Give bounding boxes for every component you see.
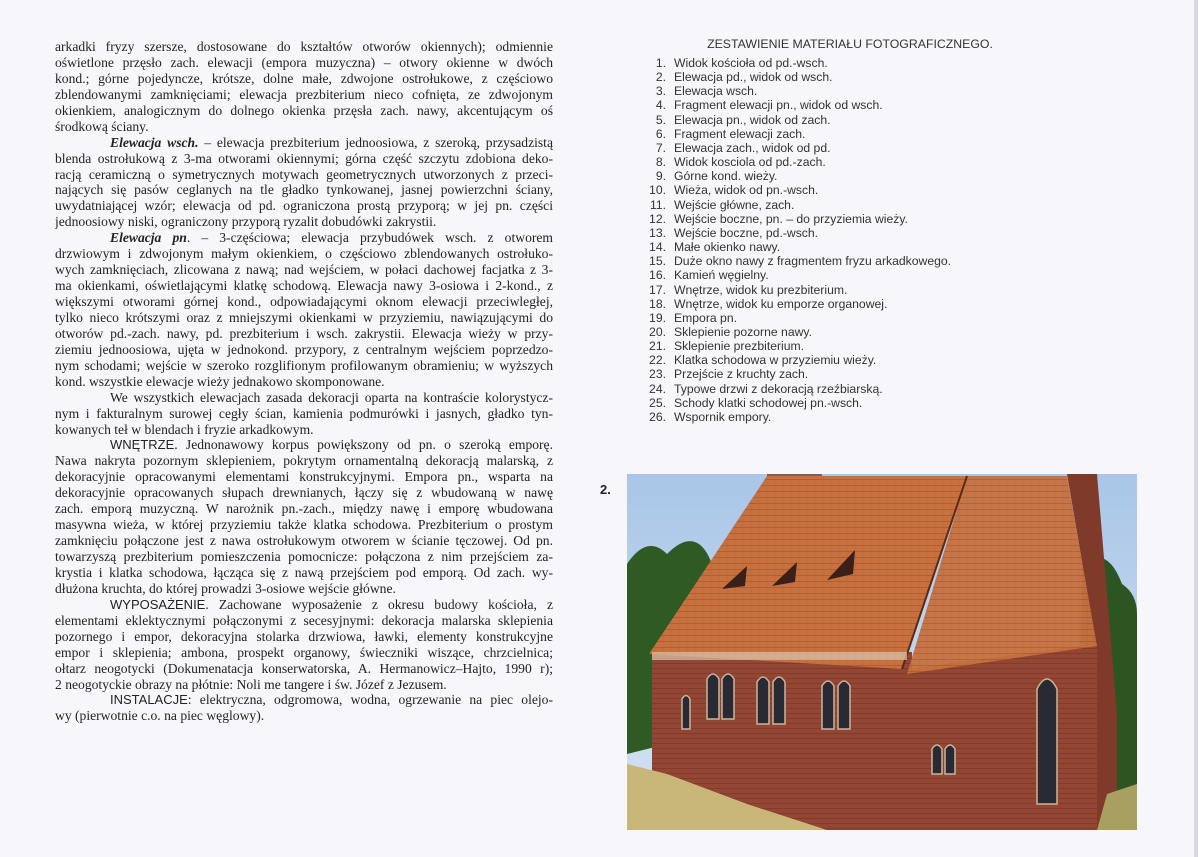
item-text: Schody klatki schodowej pn.-wsch. — [674, 395, 863, 410]
line-text: dekoracyjnie opracowanymi elementami konstrukcyjnymi. Empora pn., wsparta na — [55, 469, 553, 485]
line-text: otworów pd.-zach. nawy, pd. prezbiterium i wsch. zakrystii. Elewacja wieży w przy- — [55, 325, 553, 341]
photo-list-item — [630, 113, 951, 127]
line-text: dłużona kruchta, do której prowadzi 3-osiowe wejście główne. — [55, 580, 396, 596]
item-text: Elewacja pn., widok od zach. — [674, 112, 831, 127]
line-text: okienkiem, analogicznym do dolnego okienka przęsła zach. nawy, akcentującym oś — [55, 102, 553, 118]
item-text: Duże okno nawy z fragmentem fryzu arkadkowego. — [674, 254, 952, 269]
line-text: ma okienkami, oświetlającymi klatkę schodową. Elewacja nawy 3-osiowa i 2-kond., z — [55, 278, 553, 294]
text-line — [55, 629, 553, 645]
text-line — [55, 55, 553, 71]
text-line — [55, 71, 553, 87]
line-text: pozornego i empor, dekoracyjna stolarka drzwiowa, ławki, elementy konstrukcyjne — [55, 628, 553, 644]
item-text: Sklepienie pozorne nawy. — [674, 324, 812, 339]
item-text: Elewacja zach., widok od pd. — [674, 140, 831, 155]
text-line — [55, 581, 553, 597]
line-text: elementami eklektycznymi połączonymi z secesyjnymi: dekoracja malarska sklepienia — [55, 612, 553, 628]
text-line — [55, 406, 553, 422]
line-text: tylko nieco krótszymi oraz z mniejszymi okienkami w przyziemiu, nawiązującymi do — [55, 309, 553, 325]
text-line — [55, 613, 553, 629]
item-text: Wspornik empory. — [674, 409, 772, 424]
item-number: 23. — [649, 367, 666, 382]
text-line — [55, 422, 553, 438]
line-text: wych zamknięciach, zlicowana z nawą; nad wejściem, w połaci dachowej facjatka z 3- — [55, 262, 553, 278]
line-text: arkadki fryzy szersze, dostosowane do kształtów otworów okiennych); odmiennie — [55, 39, 553, 54]
text-line — [55, 230, 553, 246]
text-line — [55, 326, 553, 342]
item-text: Widok kosciola od pd.-zach. — [674, 155, 826, 170]
paragraph — [55, 135, 553, 231]
text-line — [55, 437, 553, 453]
line-text: dekoracyjnie opracowanych słupach drewnianych, łączy się z wbudowaną w nawę — [55, 485, 553, 501]
line-text: nym i fakturalnym surowej cegły ścian, kamienia podmurówki i jasnych, gładko tyn- — [55, 405, 553, 421]
item-number: 25. — [649, 395, 666, 410]
photo-list-item — [630, 367, 951, 381]
text-line — [55, 39, 553, 55]
text-line — [55, 310, 553, 326]
line-text: . Jednonawowy korpus powiększony od pn. o szeroką emporę. — [174, 437, 553, 453]
item-text: Kamień węgielny. — [674, 268, 769, 283]
item-text: Wnętrze, widok ku emporze organowej. — [674, 296, 888, 311]
text-line — [55, 485, 553, 501]
text-line — [55, 374, 553, 390]
section-heading: Elewacja pn — [110, 230, 187, 246]
text-line — [55, 645, 553, 661]
text-line — [55, 661, 553, 677]
photo-list-item — [630, 98, 951, 112]
line-text: blenda ostrołukową z 3-ma otworami okiennymi; górna część szczytu zdobiona deko- — [55, 150, 553, 166]
line-text: nym schodami; wejście w szeroko rozglifionym profilowanym obramieniu; w wyższych — [55, 357, 553, 373]
photo-list-item — [630, 240, 951, 254]
line-text: krystia i klatka schodowa, łącząca się z nawą przejściem pod emporą. Od zach. wy- — [55, 564, 553, 580]
text-line — [55, 390, 553, 406]
description-text-column — [55, 39, 553, 724]
item-number: 8. — [655, 155, 666, 170]
item-number: 16. — [649, 268, 666, 283]
item-number: 14. — [649, 240, 666, 255]
item-text: Wieża, widok od pn.-wsch. — [674, 183, 819, 198]
line-text: oświetlone przęsło zach. elewacji (empora muzyczna) – otwory okienne w dwóch — [55, 54, 553, 70]
text-line — [55, 262, 553, 278]
line-text: środkową ściany. — [55, 118, 149, 134]
text-line — [55, 453, 553, 469]
photo-list-title: ZESTAWIENIE MATERIAŁU FOTOGRAFICZNEGO. — [707, 37, 993, 51]
item-number: 3. — [655, 84, 666, 99]
photo-number-label: 2. — [600, 482, 611, 497]
item-number: 26. — [649, 409, 666, 424]
line-text: ołtarz neogotycki (Dokumenatacja konserwatorska, A. Hermanowicz–Hajto, 1990 r); — [55, 660, 553, 676]
item-number: 15. — [649, 254, 666, 269]
item-number: 1. — [655, 56, 666, 70]
section-heading: WYPOSAŻENIE — [110, 596, 206, 612]
line-text: . – 3-częściowa; elewacja przybudówek wsch. z otworem — [186, 230, 553, 246]
line-text: ziemiu jednoosiowa, ujęta w jednokond. przypory, z centralnym wejściem poprzedzo- — [55, 341, 553, 357]
item-text: Widok kościoła od pd.-wsch. — [674, 56, 828, 70]
paragraph — [55, 597, 553, 693]
line-text: 2 neogotyckie obrazy na płótnie: Noli me tangere i św. Józef z Jezusem. — [55, 676, 447, 692]
photo-list-item — [630, 297, 951, 311]
line-text: drzwiowym i zdwojonym małym okienkiem, o częściowo zblendowanych ostrołuko- — [55, 246, 553, 262]
item-number: 22. — [649, 353, 666, 368]
photo-list-item — [630, 141, 951, 155]
item-text: Wejście główne, zach. — [674, 197, 795, 212]
line-text: towarzyszą prezbiterium pomieszczenia pomocnicze: połączona z nim przejściem za- — [55, 549, 553, 564]
text-line — [55, 119, 553, 135]
text-line — [55, 278, 553, 294]
item-number: 12. — [649, 211, 666, 226]
photo-list-item — [630, 169, 951, 183]
line-text: nających się pasów ceglanych na tle gładko tynkowanej, jasnej powierzchni ściany, — [55, 182, 553, 198]
photo-list-item — [630, 353, 951, 367]
photo-list-item — [630, 283, 951, 297]
line-text: zblendowanymi zamknięciami; elewacja prezbiterium nieco cofnięta, ze zdwojonym — [55, 86, 553, 102]
line-text: kond. wszystkie elewacje wieży jednakowo skomponowane. — [55, 373, 385, 389]
item-text: Sklepienie prezbiterium. — [674, 339, 805, 354]
text-line — [55, 294, 553, 310]
text-line — [55, 103, 553, 119]
photo-list-item — [630, 254, 951, 268]
section-heading: WNĘTRZE — [110, 437, 175, 453]
photo-list-item — [630, 226, 951, 240]
paragraph — [55, 39, 553, 135]
line-text: . Zachowane wyposażenie z okresu budowy kościoła, z — [205, 596, 553, 612]
text-line — [55, 151, 553, 167]
item-number: 20. — [649, 324, 666, 339]
photo-list-item — [630, 268, 951, 282]
photo-list-item — [630, 183, 951, 197]
item-text: Małe okienko nawy. — [674, 240, 781, 255]
item-number: 24. — [649, 381, 666, 396]
line-text: zamknięciu połączone jest z nawa ostrołukowym otworem w ścianie tęczowej. Od pn. — [55, 533, 553, 549]
item-number: 18. — [649, 296, 666, 311]
photo-list-item — [630, 382, 951, 396]
line-text: kond.; górne pojedyncze, krótsze, dolne małe, zdwojone ostrołukowe, z częściowo — [55, 70, 553, 86]
text-line — [55, 342, 553, 358]
item-text: Fragment elewacji zach. — [674, 126, 806, 141]
text-line — [55, 501, 553, 517]
paragraph — [55, 692, 553, 724]
item-number: 19. — [649, 310, 666, 325]
line-text: kowanych teł w blendach i fryzie arkadkowym. — [55, 421, 314, 437]
photo-list-item — [630, 84, 951, 98]
section-heading: Elewacja wsch. — [110, 134, 199, 150]
text-line — [55, 549, 553, 565]
text-line — [55, 692, 553, 708]
item-text: Empora pn. — [674, 310, 738, 325]
text-line — [55, 358, 553, 374]
text-line — [55, 87, 553, 103]
item-number: 10. — [649, 183, 666, 198]
item-number: 6. — [655, 126, 666, 141]
item-number: 13. — [649, 225, 666, 240]
line-text: – elewacja prezbiterium jednoosiowa, z szeroką, przysadzistą — [198, 134, 553, 150]
line-text: uwydatniającej wzór; elewacja od pd. ograniczona prostą przyporą; w jej pn. części — [55, 198, 553, 214]
paragraph — [55, 437, 553, 596]
item-text: Górne kond. wieży. — [674, 169, 778, 184]
item-text: Wnętrze, widok ku prezbiterium. — [674, 282, 848, 297]
item-number: 17. — [649, 282, 666, 297]
text-line — [55, 597, 553, 613]
line-text: empor i sklepienia; ambona, prospekt organowy, świeczniki wiszące, chrzcielnica; — [55, 644, 553, 660]
text-line — [55, 246, 553, 262]
line-text: Nawa nakryta pozornym sklepieniem, pokrytym ornamentalną dekoracją malarską, z — [55, 453, 553, 469]
line-text: jednoosiowy niski, ograniczony przyporą ryzalit dobudówki zakrystii. — [55, 214, 437, 230]
text-line — [55, 198, 553, 214]
line-text: masywna wieża, w której przyziemiu także klatka schodowa. Prezbiterium o prostym — [55, 517, 553, 533]
photo-list-item — [630, 325, 951, 339]
text-line — [55, 565, 553, 581]
photo-list-item — [630, 70, 951, 84]
item-text: Elewacja wsch. — [674, 84, 758, 99]
section-heading: INSTALACJE — [110, 692, 188, 708]
item-text: Klatka schodowa w przyziemiu wieży. — [674, 353, 877, 368]
text-line — [55, 182, 553, 198]
item-text: Fragment elewacji pn., widok od wsch. — [674, 98, 883, 113]
line-text: : elektryczna, odgromowa, wodna, ogrzewanie na piec olejo- — [187, 692, 553, 708]
photo-list-item — [630, 155, 951, 169]
line-text: racją ceramiczną o symetrycznych motywach geometrycznych utworzonych z przeci- — [55, 166, 553, 182]
text-line — [55, 533, 553, 549]
item-text: Wejście boczne, pn. – do przyziemia wieży. — [674, 211, 908, 226]
text-line — [55, 135, 553, 151]
text-line — [55, 167, 553, 183]
paragraph — [55, 390, 553, 438]
photo-list-item — [630, 212, 951, 226]
text-line — [55, 677, 553, 693]
line-text: We wszystkich elewacjach zasada dekoracji oparta na kontraście kolorystycz- — [110, 389, 553, 405]
photo-list-item — [630, 339, 951, 353]
text-line — [55, 214, 553, 230]
text-line — [55, 469, 553, 485]
item-text: Elewacja pd., widok od wsch. — [674, 70, 833, 85]
photo-list-item — [630, 396, 951, 410]
text-line — [55, 708, 553, 724]
text-line — [55, 517, 553, 533]
item-number: 4. — [655, 98, 666, 113]
photo-list-item — [630, 56, 951, 70]
church-photo — [627, 474, 1137, 830]
photo-list-item — [630, 127, 951, 141]
item-number: 21. — [649, 339, 666, 354]
line-text: zach. emporą muzyczną. W narożnik pn.-zach., między nawę i emporę wbudowana — [55, 501, 553, 517]
photo-list-item — [630, 198, 951, 212]
item-number: 2. — [655, 70, 666, 85]
item-number: 9. — [655, 169, 666, 184]
paragraph — [55, 230, 553, 389]
photo-list — [630, 56, 951, 424]
item-text: Wejście boczne, pd.-wsch. — [674, 225, 819, 240]
photo-list-item — [630, 311, 951, 325]
item-number: 7. — [655, 140, 666, 155]
photo-list-item — [630, 410, 951, 424]
scan-edge — [1194, 0, 1198, 857]
item-number: 5. — [655, 112, 666, 127]
item-number: 11. — [649, 197, 666, 212]
line-text: wy (pierwotnie c.o. na piec węglowy). — [55, 708, 265, 724]
line-text: większymi otworami górnej kond., odpowiadającymi oknom elewacji przeciwległej, — [55, 294, 553, 309]
item-text: Przejście z kruchty zach. — [674, 367, 809, 382]
item-text: Typowe drzwi z dekoracją rzeźbiarską. — [674, 381, 883, 396]
